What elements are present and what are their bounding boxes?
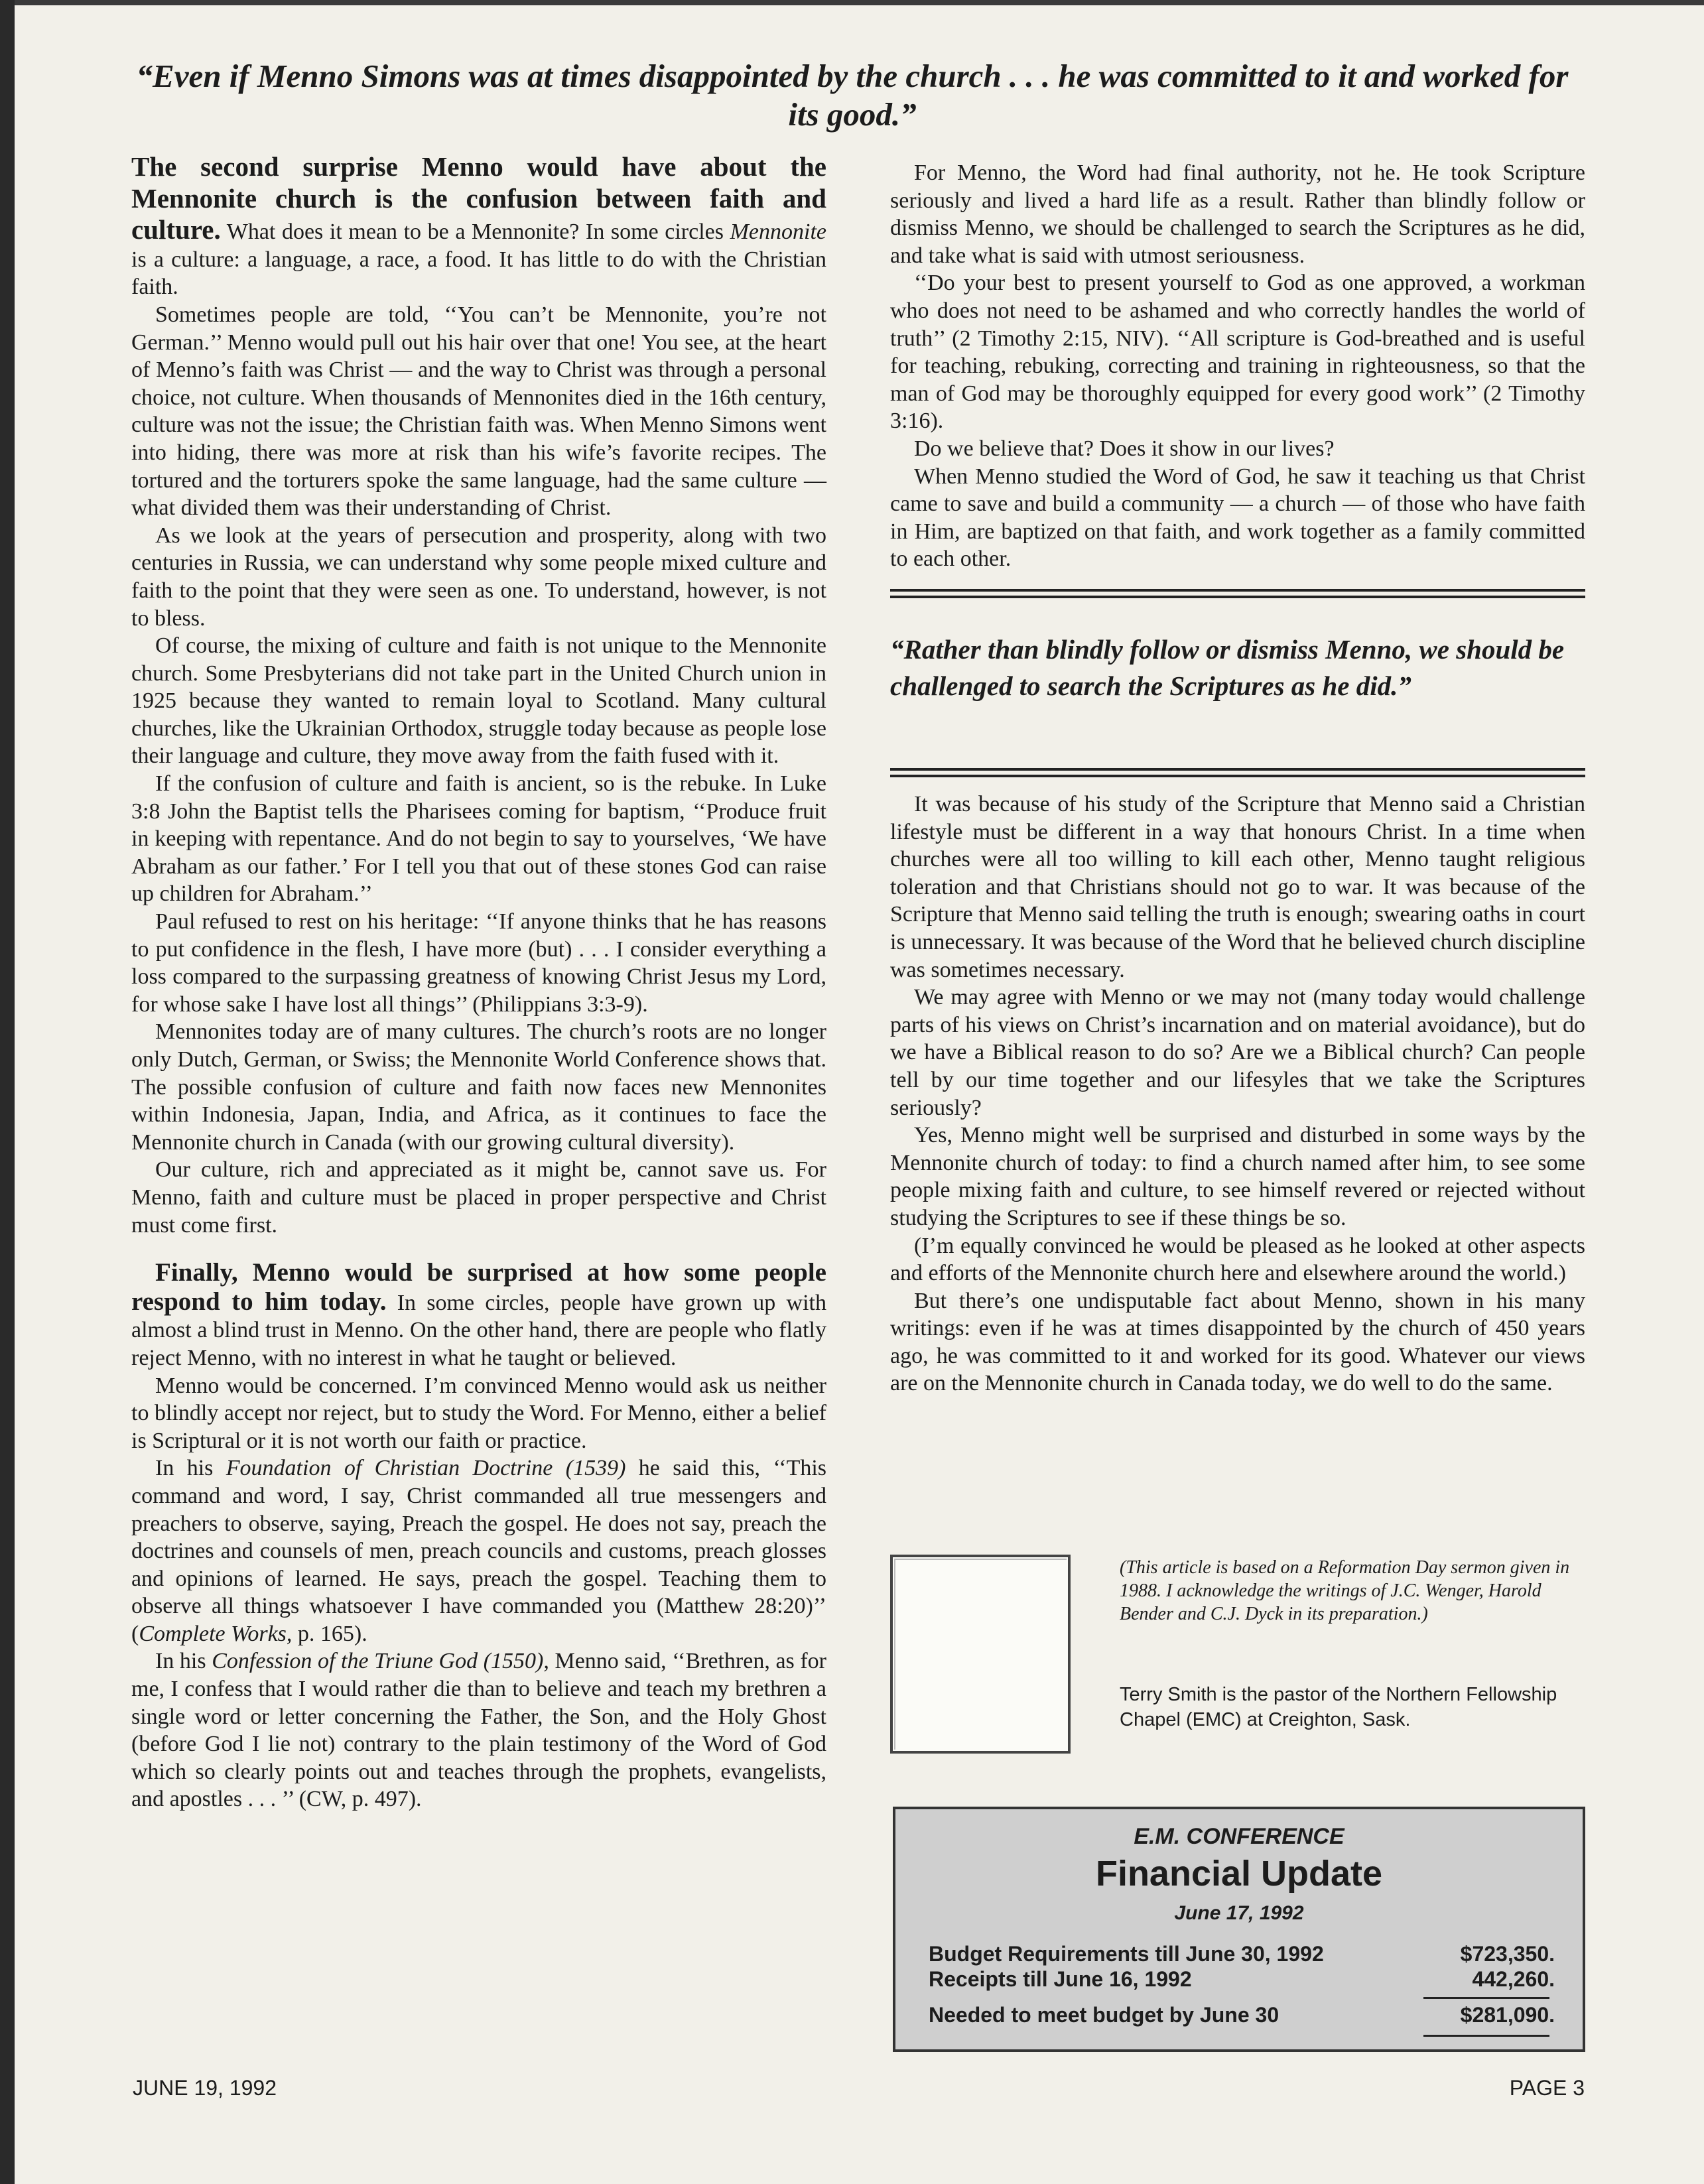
article-paragraph: It was because of his study of the Scripture that Menno said a Christian lifestyle must be different in a way that honours Christ. In a time when churches were all too willing to kill each other, Menno taught religious toleration and that Christians should not go to war. It was because of the Scripture that Menno said telling the truth is enough; swearing oaths in court is unnecessary. It was because of the Word that he believed church discipline was sometimes necessary. bbox=[890, 792, 1585, 982]
article-paragraph: As we look at the years of persecution and prosperity, along with two centuries in Russia, we can understand why some people mixed culture and faith to the point that they were seen as one. To understand, however, is not to bless. bbox=[131, 523, 826, 631]
right-column-top bbox=[890, 159, 1585, 573]
paragraph-text: he said this, ‘‘This command and word, I say, Christ commanded all true messengers and preachers to observe, saying, Preach the gospel. He does not say, preach the doctrines and counsels of men, preach councils and customs, preach glosses and opinions of learned. He says, preach the gospel. Teaching them to observe all things whatsoever I have commanded you (Matthew 28:20)’’ ( bbox=[131, 1456, 827, 1646]
paragraph-text: In his bbox=[155, 1649, 212, 1674]
paragraph-text: In his bbox=[155, 1456, 226, 1481]
financial-row bbox=[929, 2003, 1555, 2029]
emphasis-text: Mennonite bbox=[730, 220, 826, 245]
article-paragraph: Our culture, rich and appreciated as it might be, cannot save us. For Menno, faith and culture must be placed in proper perspective and Christ must come first. bbox=[131, 1157, 826, 1238]
article-paragraph: Mennonites today are of many cultures. The church’s roots are no longer only Dutch, German, or Swiss; the Mennonite World Conference shows that. The possible confusion of culture and faith now faces new Mennonites within Indonesia, Japan, India, and Africa, as it continues to face the Mennonite church in Canada (with our growing cultural diversity). bbox=[131, 1019, 826, 1155]
footer-page-number: PAGE 3 bbox=[1509, 2076, 1585, 2100]
page-left-edge bbox=[0, 0, 15, 2184]
financial-conference-name: E.M. CONFERENCE bbox=[1134, 1824, 1344, 1849]
book-title: Confession of the Triune God (1550), bbox=[212, 1649, 549, 1674]
paragraph-text: What does it mean to be a Mennonite? In some circles bbox=[220, 220, 730, 245]
article-paragraph bbox=[131, 1259, 826, 1372]
article-paragraph bbox=[131, 1647, 826, 1813]
pull-quote-top: “Even if Menno Simons was at times disappointed by the church . . . he was committed to it and worked for its good.” bbox=[136, 58, 1569, 133]
pull-quote-rule-top-2 bbox=[890, 596, 1585, 598]
section-lead-heading: The second surprise Menno would have about the Mennonite church is the confusion between faith and culture. bbox=[131, 151, 826, 245]
left-column bbox=[131, 151, 826, 1813]
footer-date: JUNE 19, 1992 bbox=[133, 2076, 277, 2100]
pull-quote-rule-bottom-2 bbox=[890, 775, 1585, 777]
financial-row-label: Budget Requirements till June 30, 1992 bbox=[929, 1942, 1324, 1966]
section-lead-heading: Finally, Menno would be surprised at how some people respond to him today. bbox=[131, 1258, 826, 1316]
financial-row bbox=[929, 1967, 1555, 1994]
total-underline bbox=[1423, 2035, 1549, 2037]
article-paragraph: For Menno, the Word had final authority, not he. He took Scripture seriously and lived a hard life as a result. Rather than blindly follow or dismiss Menno, we should be challenged to search the Scriptures as he did, and take what is said with utmost seriousness. bbox=[890, 161, 1585, 268]
article-paragraph: ‘‘Do your best to present yourself to God as one approved, a workman who does not need to be ashamed and who correctly handles the world of truth’’ (2 Timothy 2:15, NIV). ‘‘All scripture is God-breathed and is useful for teaching, rebuking, correcting and training in righteousness, so that the man of God may be thoroughly equipped for every good work’’ (2 Timothy 3:16). bbox=[890, 271, 1585, 434]
financial-row-amount: $281,090. bbox=[1460, 2003, 1555, 2027]
paragraph-text: is a culture: a language, a race, a food. It has little to do with the Christian faith. bbox=[131, 247, 826, 300]
paragraph-text: In some circles, people have grown up with almost a blind trust in Menno. On the other hand, there are people who flatly reject Menno, with no interest in what he taught or believed. bbox=[131, 1290, 826, 1370]
financial-row bbox=[929, 1942, 1555, 1968]
article-paragraph: Of course, the mixing of culture and faith is not unique to the Mennonite church. Some Presbyterians did not take part in the United Church union in 1925 because they wanted to remain loyal to Scotland. Many cultural churches, like the Ukrainian Orthodox, struggle today because as people lose their language and culture, they move away from the faith fused with it. bbox=[131, 633, 827, 769]
author-photo-placeholder bbox=[890, 1555, 1071, 1754]
article-paragraph: Menno would be concerned. I’m convinced Menno would ask us neither to blindly accept nor reject, but to study the Word. For Menno, either a belief is Scriptural or it is not worth our faith or practice. bbox=[131, 1373, 826, 1453]
paragraph-text: p. 165). bbox=[292, 1621, 367, 1646]
financial-date: June 17, 1992 bbox=[1174, 1902, 1304, 1924]
book-title: Complete Works, bbox=[139, 1621, 293, 1646]
sum-underline bbox=[1423, 1997, 1549, 1999]
book-title: Foundation of Christian Doctrine (1539) bbox=[226, 1456, 626, 1481]
article-paragraph: But there’s one undisputable fact about Menno, shown in his many writings: even if he was at times disappointed by the church of 450 years ago, he was committed to it and worked for its good. Whatever our views are on the Mennonite church in Canada today, we do well to do the same. bbox=[890, 1288, 1585, 1396]
article-paragraph: Paul refused to rest on his heritage: ‘‘If anyone thinks that he has reasons to put confidence in the flesh, I have more (but) . . . I consider everything a loss compared to the surpassing greatness of knowing Christ Jesus my Lord, for whose sake I have lost all things’’ (Philippians 3:3-9). bbox=[131, 909, 826, 1017]
page-top-edge bbox=[0, 0, 1704, 5]
pull-quote-rule-bottom bbox=[890, 768, 1585, 771]
article-paragraph bbox=[131, 1454, 826, 1647]
author-bio: Terry Smith is the pastor of the Northern Fellowship Chapel (EMC) at Creighton, Sask. bbox=[1120, 1684, 1557, 1730]
article-paragraph: Do we believe that? Does it show in our lives? bbox=[914, 436, 1335, 461]
right-column-bottom bbox=[890, 791, 1585, 1397]
financial-row-amount: $723,350. bbox=[1460, 1942, 1555, 1966]
financial-update-box bbox=[893, 1807, 1585, 2052]
article-paragraph bbox=[131, 151, 826, 301]
financial-row-label: Needed to meet budget by June 30 bbox=[929, 2003, 1279, 2027]
article-paragraph: Sometimes people are told, ‘‘You can’t be Mennonite, you’re not German.’’ Menno would pull out his hair over that one! You see, at the heart of Menno’s faith was Christ — and the way to Christ was through a personal choice, not culture. When thousands of Mennonites died in the 16th century, culture was not the issue; the Christian faith was. When Menno Simons went into hiding, there was more at risk than his wife’s favorite recipes. The tortured and the torturers spoke the same language, had the same culture — what divided them was their understanding of Christ. bbox=[131, 302, 826, 521]
financial-title: Financial Update bbox=[1095, 1854, 1383, 1894]
article-paragraph: Yes, Menno might well be surprised and disturbed in some ways by the Mennonite church of today: to find a church named after him, to see some people mixing faith and culture, to see himself revered or rejected without studying the Scriptures to see if these things be so. bbox=[890, 1123, 1585, 1230]
article-paragraph: (I’m equally convinced he would be pleased as he looked at other aspects and efforts of the Mennonite church here and elsewhere around the world.) bbox=[890, 1233, 1585, 1286]
article-paragraph: If the confusion of culture and faith is ancient, so is the rebuke. In Luke 3:8 John the Baptist tells the Pharisees coming for baptism, ‘‘Produce fruit in keeping with repentance. And do not begin to say to yourselves, ‘We have Abraham as our father.’ For I tell you that out of these stones God can raise up children for Abraham.’’ bbox=[131, 771, 826, 907]
pull-quote-rule-top bbox=[890, 589, 1585, 592]
article-paragraph: We may agree with Menno or we may not (many today would challenge parts of his views on Christ’s incarnation and on material avoidance), but do we have a Biblical reason to do so? Are we a Biblical church? Can people tell by our time together and our lifesyles that we take the Scriptures seriously? bbox=[890, 985, 1585, 1120]
article-paragraph: When Menno studied the Word of God, he saw it teaching us that Christ came to save and build a community — a church — of those who have faith in Him, are baptized on that faith, and work together as a family committed to each other. bbox=[890, 464, 1585, 572]
paragraph-text: Menno said, ‘‘Brethren, as for me, I confess that I would rather die than to believe and teach my brethren a single word or letter concerning the Father, the Son, and the Holy Ghost (before God I lie not) contrary to the plain testimony of the Word of God which so clearly points out and teaches through the prophets, evangelists, and apostles . . . ’’ (CW, p. 497). bbox=[131, 1649, 827, 1812]
financial-row-amount: 442,260. bbox=[1472, 1967, 1555, 1991]
financial-row-label: Receipts till June 16, 1992 bbox=[929, 1967, 1192, 1991]
author-note: (This article is based on a Reformation Day sermon given in 1988. I acknowledge the writings of J.C. Wenger, Harold Bender and C.J. Dyck in its preparation.) bbox=[1120, 1557, 1570, 1624]
pull-quote-middle: “Rather than blindly follow or dismiss Menno, we should be challenged to search the Scriptures as he did.” bbox=[890, 634, 1565, 701]
